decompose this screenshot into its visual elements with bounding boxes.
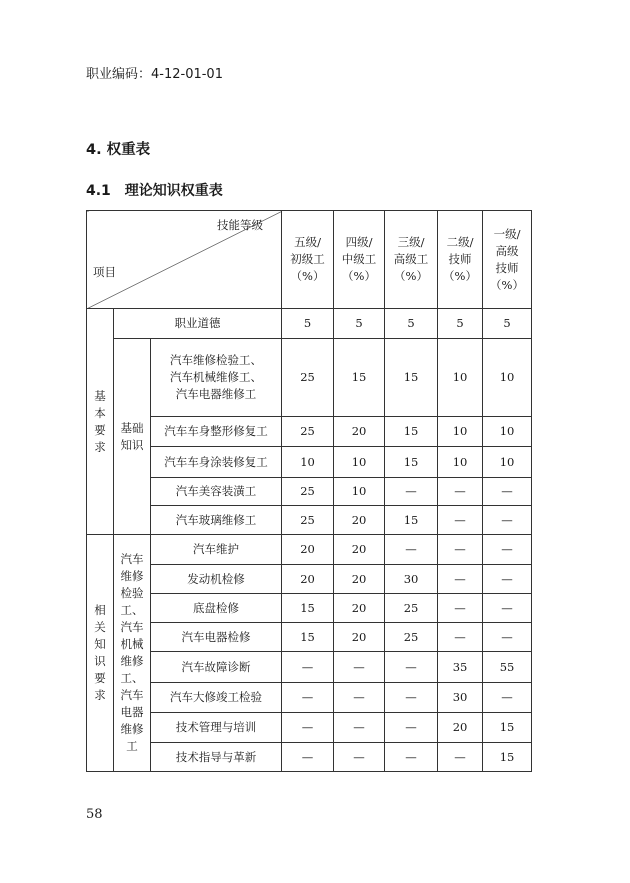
value-cell: — (385, 713, 438, 743)
cell-line: 技师 (495, 260, 519, 275)
item-label: 技术管理与培训 (151, 713, 282, 743)
cell-line: 汽车电器维修工 (175, 387, 257, 401)
corner-header (87, 211, 282, 309)
table-row (87, 713, 532, 743)
item-label: 汽车电器检修 (151, 623, 282, 652)
table-row (87, 309, 532, 339)
value-cell: — (483, 535, 532, 565)
value-cell: 20 (438, 713, 483, 743)
value-cell: 5 (334, 309, 385, 339)
cell-line: 相 (94, 603, 106, 617)
value-cell: 30 (385, 565, 438, 594)
cell-line: 汽车 (120, 688, 144, 702)
cell-line: 汽车美容装潢工 (175, 484, 257, 498)
value-cell: 10 (438, 417, 483, 447)
basic-knowledge-label (114, 339, 151, 535)
value-cell: — (438, 565, 483, 594)
cell-line: 求 (94, 688, 106, 702)
value-cell: 25 (385, 594, 438, 623)
value-cell: 5 (438, 309, 483, 339)
value-cell: 25 (385, 623, 438, 652)
cell-line: 工、 (120, 603, 144, 617)
section-title: 4. 权重表 (86, 142, 151, 158)
cell-line: 工 (126, 739, 138, 753)
item-label: 汽车维护 (151, 535, 282, 565)
value-cell: 10 (334, 478, 385, 506)
cell-line: 二级/ (446, 235, 474, 249)
value-cell: — (385, 535, 438, 565)
cell-line: 基础 (120, 420, 144, 435)
level-header (438, 211, 483, 309)
level-header (334, 211, 385, 309)
table-row (87, 683, 532, 713)
level-header (385, 211, 438, 309)
value-cell: 10 (483, 339, 532, 417)
value-cell: — (438, 535, 483, 565)
cell-line: 汽车机械维修工、 (170, 370, 262, 384)
value-cell: — (282, 652, 334, 683)
value-cell: 25 (282, 339, 334, 417)
value-cell: 20 (334, 417, 385, 447)
value-cell: — (483, 506, 532, 535)
value-cell: 10 (483, 447, 532, 478)
cell-line: 知 (94, 637, 106, 651)
value-cell: 30 (438, 683, 483, 713)
table-row (87, 339, 532, 417)
value-cell: — (334, 683, 385, 713)
value-cell: 20 (282, 565, 334, 594)
value-cell: 15 (483, 743, 532, 772)
value-cell: — (282, 713, 334, 743)
value-cell: — (438, 623, 483, 652)
value-cell: 15 (334, 339, 385, 417)
cell-line: 汽车车身涂装修复工 (164, 454, 268, 469)
cell-line: 电器 (120, 705, 144, 719)
value-cell: — (483, 683, 532, 713)
cell-line: 汽车 (120, 620, 144, 634)
value-cell: — (334, 652, 385, 683)
value-cell: 25 (282, 417, 334, 447)
value-cell: 20 (334, 565, 385, 594)
value-cell: — (483, 623, 532, 652)
cell-line: （%） (490, 277, 524, 292)
value-cell: 55 (483, 652, 532, 683)
value-cell: 20 (334, 535, 385, 565)
cell-line: 高级 (495, 243, 519, 258)
value-cell: 25 (282, 506, 334, 535)
weight-table (86, 210, 532, 772)
cell-line: 维修 (120, 722, 144, 736)
cell-line: 工、 (120, 671, 144, 685)
cell-line: 基 (94, 388, 106, 403)
group-basic-label (87, 309, 114, 535)
item-label: 技术指导与革新 (151, 743, 282, 772)
value-cell: 15 (282, 623, 334, 652)
cell-line: 汽车玻璃维修工 (175, 512, 257, 527)
value-cell: 25 (282, 478, 334, 506)
cell-line: 初级工 (290, 252, 325, 266)
item-label (151, 339, 282, 417)
item-label (151, 506, 282, 535)
table-row (87, 652, 532, 683)
value-cell: 15 (282, 594, 334, 623)
ethics-label: 职业道德 (114, 309, 282, 339)
value-cell: 10 (438, 447, 483, 478)
value-cell: — (483, 565, 532, 594)
value-cell: — (385, 652, 438, 683)
cell-line: 汽车维修检验工、 (170, 353, 262, 367)
cell-line: （%） (394, 269, 428, 283)
value-cell: 5 (282, 309, 334, 339)
cell-line: 要 (94, 422, 106, 437)
value-cell: 10 (282, 447, 334, 478)
cell-line: （%） (443, 269, 477, 283)
value-cell: 10 (483, 417, 532, 447)
table-row (87, 478, 532, 506)
occupation-code: 职业编码：4-12-01-01 (86, 67, 223, 82)
cell-line: 本 (94, 405, 106, 420)
value-cell: 20 (334, 623, 385, 652)
value-cell: 20 (282, 535, 334, 565)
value-cell: 35 (438, 652, 483, 683)
value-cell: 5 (483, 309, 532, 339)
value-cell: — (438, 743, 483, 772)
value-cell: 15 (385, 447, 438, 478)
group-related-label (87, 535, 114, 772)
item-label: 汽车大修竣工检验 (151, 683, 282, 713)
value-cell: 5 (385, 309, 438, 339)
cell-line: 检验 (120, 586, 144, 600)
value-cell: 20 (334, 506, 385, 535)
value-cell: — (334, 713, 385, 743)
cell-line: 高级工 (393, 252, 429, 266)
value-cell: — (438, 478, 483, 506)
cell-line: 知识 (120, 437, 144, 452)
page-number: 58 (86, 807, 103, 822)
cell-line: 五级/ (294, 235, 321, 249)
cell-line: 求 (94, 439, 106, 454)
cell-line: 汽车 (120, 552, 144, 566)
value-cell: — (483, 594, 532, 623)
cell-line: 技师 (448, 252, 472, 266)
value-cell: 10 (334, 447, 385, 478)
table-row (87, 417, 532, 447)
header-row (87, 211, 532, 309)
table-row (87, 594, 532, 623)
value-cell: 20 (334, 594, 385, 623)
value-cell: — (385, 743, 438, 772)
level-header (483, 211, 532, 309)
cell-line: 关 (94, 620, 106, 634)
value-cell: — (483, 478, 532, 506)
table-row (87, 506, 532, 535)
value-cell: 15 (483, 713, 532, 743)
cell-line: 中级工 (341, 252, 377, 266)
table-row (87, 447, 532, 478)
table-row (87, 565, 532, 594)
cell-line: （%） (290, 269, 325, 283)
cell-line: 识 (94, 654, 106, 668)
item-label: 发动机检修 (151, 565, 282, 594)
corner-skill-level: 技能等级 (217, 218, 264, 232)
section-subtitle: 4.1 理论知识权重表 (86, 183, 223, 199)
value-cell: — (334, 743, 385, 772)
cell-line: 一级/ (493, 226, 521, 241)
value-cell: — (438, 594, 483, 623)
value-cell: — (385, 683, 438, 713)
cell-line: 维修 (120, 569, 144, 583)
value-cell: — (282, 683, 334, 713)
item-label (151, 447, 282, 478)
value-cell: 15 (385, 339, 438, 417)
cell-line: 要 (94, 671, 106, 685)
related-sub-label (114, 535, 151, 772)
table-row (87, 623, 532, 652)
cell-line: 汽车车身整形修复工 (164, 424, 268, 438)
cell-line: 维修 (120, 654, 144, 668)
value-cell: — (438, 506, 483, 535)
item-label (151, 417, 282, 447)
value-cell: 15 (385, 506, 438, 535)
item-label: 汽车故障诊断 (151, 652, 282, 683)
table-row (87, 743, 532, 772)
value-cell: 15 (385, 417, 438, 447)
corner-item: 项目 (93, 265, 116, 279)
table-row (87, 535, 532, 565)
item-label (151, 478, 282, 506)
cell-line: （%） (342, 269, 376, 283)
cell-line: 机械 (120, 637, 144, 651)
item-label: 底盘检修 (151, 594, 282, 623)
cell-line: 四级/ (345, 235, 373, 249)
value-cell: 10 (438, 339, 483, 417)
cell-line: 三级/ (397, 235, 425, 249)
value-cell: — (282, 743, 334, 772)
value-cell: — (385, 478, 438, 506)
level-header (282, 211, 334, 309)
